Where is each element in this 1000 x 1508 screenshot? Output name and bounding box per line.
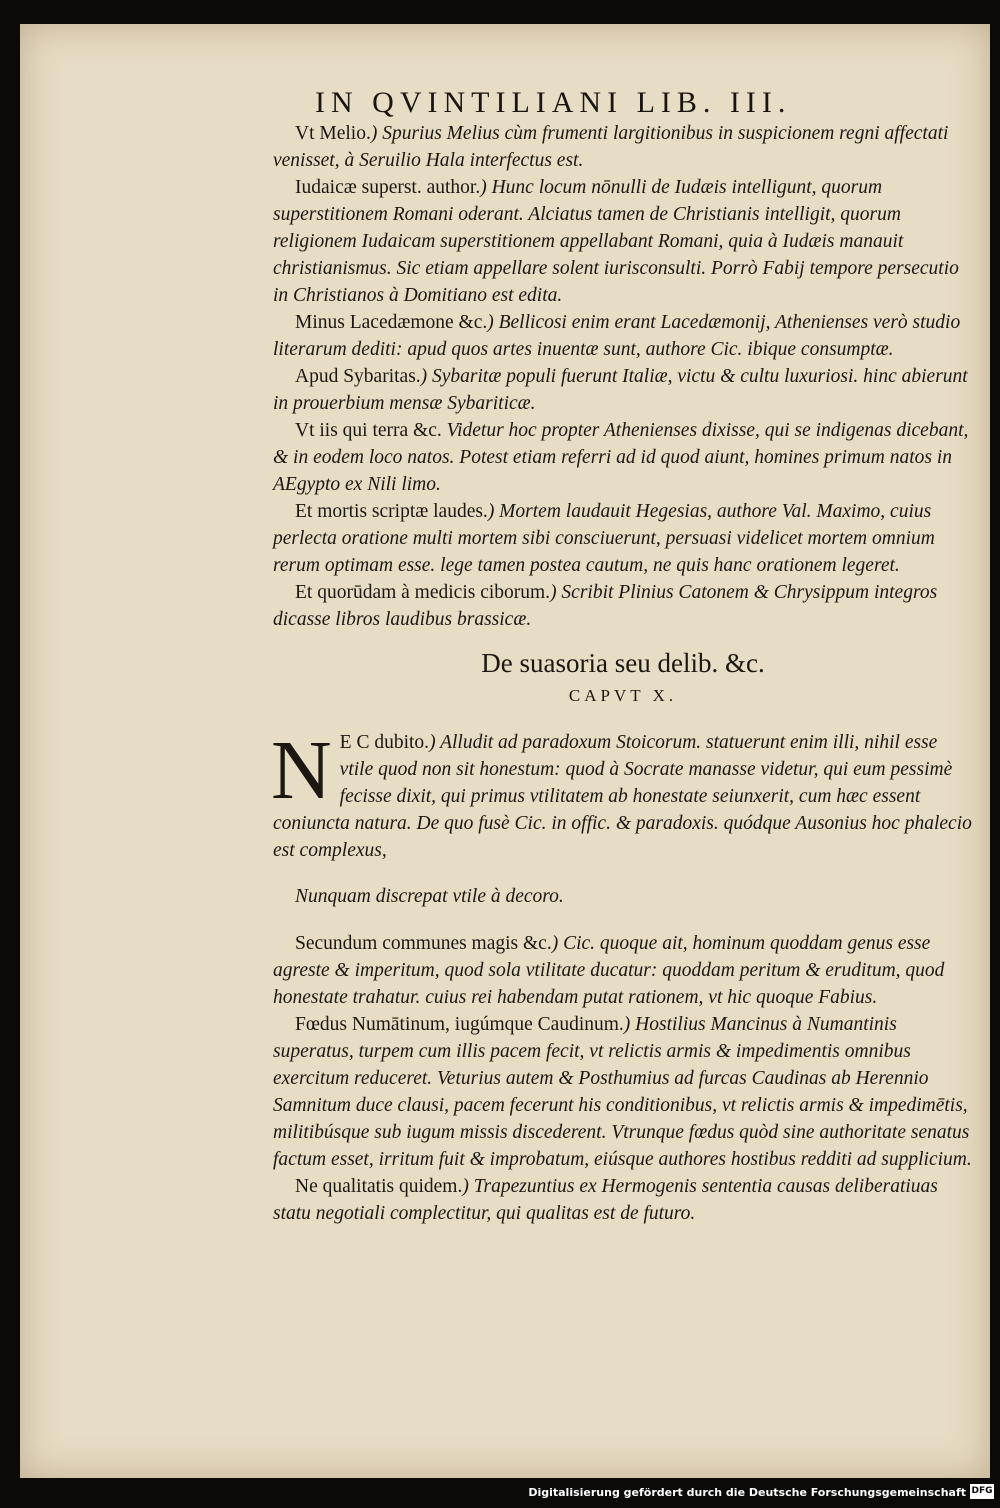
commentary: ) Hostilius Mancinus à Numantinis superatus, turpem cum illis pacem fecit, vt relictis armis & impedimentis omnibus exercitum reduceret. Veturius autem & Posthumius ad furcas Caudinas ab Herennio Samnitum duce clausi, pacem fecerunt his conditionibus, vt relictis armis & impedimētis, militibúsque sub iugum missis discederent. Vtrunque fœdus quòd sine authoritate senatus factum esset, irritum fuit & improbatum, eiúsque authores hostibus redditi ad supplicium. [273,1013,972,1170]
commentary: ) Spurius Melius cùm frumenti largitionibus in suspicionem regni affectati venisset, à Seruilio Hala interfectus est. [273,123,949,171]
entry [273,930,973,1011]
entry [273,309,973,363]
section-title: De suasoria seu delib. &c. [481,648,765,678]
entry [273,579,973,633]
verse-quotation: Nunquam discrepat vtile à decoro. [295,886,564,907]
lemma: Minus Lacedæmone &c. [295,312,488,333]
running-head: IN QVINTILIANI LIB. III. [315,86,792,119]
entry [273,363,973,417]
lemma: Iudaicæ superst. author. [295,177,481,198]
commentary: ) Trapezuntius ex Hermogenis sententia causas deliberatiuas statu negotiali complectitur, qui qualitas est de futuro. [273,1175,938,1224]
commentary: ) Scribit Plinius Catonem & Chrysippum integros dicasse libros laudibus brassicæ. [273,582,938,630]
commentary: ) Bellicosi enim erant Lacedæmonij, Athenienses verò studio literarum dediti: apud quos artes inuentæ sunt, authore Cic. ibique consumptæ. [273,312,961,360]
lemma: Secundum communes magis &c. [295,932,552,954]
digitization-credit: Digitalisierung gefördert durch die Deutsche Forschungsgemeinschaft [528,1486,966,1499]
lemma: Et mortis scriptæ laudes. [295,501,488,522]
commentary-text [273,120,973,1227]
lemma: Vt iis qui terra &c. [295,420,442,441]
lemma: E C dubito. [339,731,430,753]
lemma: Apud Sybaritas. [295,366,421,387]
commentary: ) Alludit ad paradoxum Stoicorum. statuerunt enim illi, nihil esse vtile quod non sit honestum: quod à Socrate manasse videtur, qui eum pessimè fecisse dixit, qui primus vtilitatem ab honestate seiunxerit, cum hæc essent coniuncta natura. De quo fusè Cic. in offic. & paradoxis. quódque Ausonius hoc phalecio est complexus, [273,731,972,861]
drop-cap: N [271,723,332,817]
commentary: Videtur hoc propter Athenienses dixisse, qui se indigenas dicebant, & in eodem loco natos. Potest etiam referri ad id quod aiunt, homines primum natos in AEgypto ex Nili limo. [273,420,969,495]
commentary: ) Hunc locum nōnulli de Iudæis intelligunt, quorum superstitionem Romani oderant. Alciatus tamen de Christianis intelligit, quorum religionem Iudaicam superstitionem appellabant Romani, quia à Iudæis manauit christianismus. Sic etiam appellare solent iurisconsulti. Porrò Fabij tempore persecutio in Christianos à Domitiano est edita. [273,177,959,306]
lemma: Fœdus Numātinum, iugúmque Caudinum. [295,1013,624,1035]
entry [273,498,973,579]
lemma: Et quorūdam à medicis ciborum. [295,582,551,603]
commentary: ) Cic. quoque ait, hominum quoddam genus esse agreste & imperitum, quod sola vtilitate ducatur: quoddam peritum & eruditum, quod honestate trahatur. cuius rei habendam putat rationem, vt hic quoque Fabius. [273,932,945,1008]
lemma: Vt Melio. [295,123,371,144]
chapter-opening [271,723,973,864]
dfg-logo: DFG [970,1484,994,1499]
commentary: ) Mortem laudauit Hegesias, authore Val. Maximo, cuius perlecta oratione multi mortem sibi consciuerunt, persuasi videlicet mortem omnium rerum optimam esse. lege tamen postea cautum, ne quis hanc orationem legeret. [273,501,935,576]
chapter-label: CAPVT X. [568,686,678,705]
entry [273,1011,973,1173]
lemma: Ne qualitatis quidem. [295,1175,463,1197]
commentary: ) Sybaritæ populi fuerunt Italiæ, victu & cultu luxuriosi. hinc abierunt in prouerbium mensæ Sybariticæ. [273,366,968,414]
entry [273,120,973,174]
entry [273,1173,973,1227]
entry [273,417,973,498]
entry [273,174,973,309]
